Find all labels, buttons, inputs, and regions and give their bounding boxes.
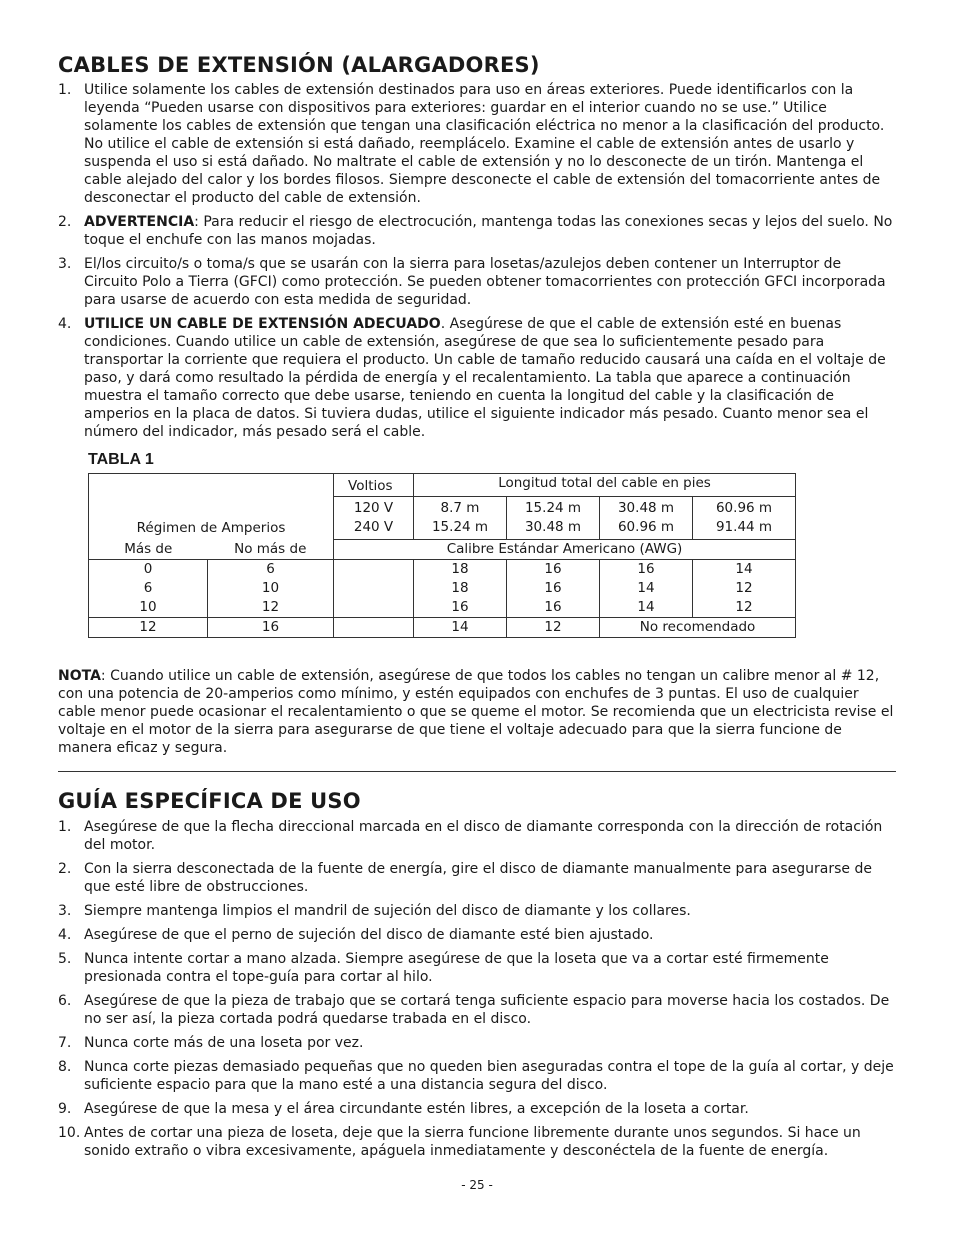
section-title-extension-cords: CABLES DE EXTENSIÓN (ALARGADORES) [58,53,540,77]
section-divider [58,771,896,772]
amperage-header: Régimen de Amperios [89,474,334,540]
list-item: 3. El/los circuito/s o toma/s que se usarán con la sierra para losetas/azulejos deben contener un Interruptor de Circuito Polo a Tierra (GFCI) como protección. Se pueden obtener tomacorrientes con protección GFCI incorporada para usarse de acuerdo con esta medida de seguridad. [58,256,886,308]
list-item: 1. Utilice solamente los cables de extensión destinados para uso en áreas exteriores. Puede identificarlos con la leyenda “Pueden usarse con dispositivos para exteriores: guardar en el interior cuando no se use.” Utilice solamente los cables de extensión que tengan una clasificación eléctrica no menor a la clasificación del producto. No utilice el cable de extensión si está dañado, reemplácelo. Examine el cable de extensión antes de usarlo y suspenda el uso si está dañado. No maltrate el cable de extensión y no lo desconecte de un tirón. Mantenga el cable alejado del calor y los bordes filosos. Siempre desconecte el cable de extensión del tomacorriente antes de desconectar el producto del cable de extensión. [58,82,885,206]
usage-guide-list [58,818,896,1160]
list-item: 2. ADVERTENCIA: Para reducir el riesgo de electrocución, mantenga todas las conexiones secas y lejos del suelo. No toque el enchufe con las manos mojadas. [58,214,893,248]
list-item: 1. Asegúrese de que la flecha direccional marcada en el disco de diamante corresponda con la dirección de rotación del motor. [58,819,883,853]
manual-page [58,52,896,1166]
list-item: 10. Antes de cortar una pieza de loseta, deje que la sierra funcione libremente durante unos segundos. Si hace un sonido extraño o vibra excesivamente, apáguela inmediatamente y desconéctela de la fuente de energía. [58,1125,861,1159]
note-paragraph: NOTA: Cuando utilice un cable de extensión, asegúrese de que todos los cables no tengan un calibre menor al # 12, con una potencia de 20-amperios como mínimo, y estén equipados con enchufes de 3 puntas. El uso de cualquier cable menor puede ocasionar el recalentamiento o que se queme el motor. Se recomienda que un electricista revise el voltaje en el motor de la sierra para asegurarse de que tiene el voltaje adecuado para que la sierra funcione de manera eficaz y segura. [58,668,894,756]
list-item: 7. Nunca corte más de una loseta por vez. [58,1035,364,1051]
awg-table: Régimen de Amperios Voltios Longitud total del cable en pies 120 V 240 V 8.7 m 15.24 m 15.24 m 30.48 m 30.48 m 60.96 m 60.96 m 91.44 m Más de No más de Calibre Estándar Americano (AWG) 0 6 10 6 10 12 18 18 16 16 16 16 16 14 14 14 12 12 12 16 14 12 No recomendado [88,473,796,638]
length-col-4: 60.96 m 91.44 m [693,497,796,540]
length-header: Longitud total del cable en pies [414,474,796,497]
table-row: 0 6 10 [89,560,208,618]
list-item: 6. Asegúrese de que la pieza de trabajo que se cortará tenga suficiente espacio para moverse hacia los costados. De no ser así, la pieza cortada podrá quedarse trabada en el disco. [58,993,890,1027]
voltage-values: 120 V 240 V [334,497,414,540]
not-more-than-header: No más de [234,540,307,557]
page-number: - 25 - [461,1178,493,1192]
volts-header: Voltios [334,474,414,497]
list-item: 5. Nunca intente cortar a mano alzada. Siempre asegúrese de que la loseta que va a cortar esté firmemente presionada contra el tope-guía para cortar al hilo. [58,951,829,985]
more-than-header: Más de [89,540,208,560]
table-row: 12 [89,618,208,638]
list-item: 4. Asegúrese de que el perno de sujeción del disco de diamante esté bien ajustado. [58,927,654,943]
list-item: 3. Siempre mantenga limpios el mandril de sujeción del disco de diamante y los collares. [58,903,691,919]
length-col-1: 8.7 m 15.24 m [414,497,507,540]
list-item: 8. Nunca corte piezas demasiado pequeñas que no queden bien aseguradas contra el tope de la guía al cortar, y deje suficiente espacio para que la mano esté a una distancia segura del disco. [58,1059,894,1093]
length-col-2: 15.24 m 30.48 m [507,497,600,540]
list-item: 4. UTILICE UN CABLE DE EXTENSIÓN ADECUADO. Asegúrese de que el cable de extensión esté en buenas condiciones. Cuando utilice un cable de extensión, asegúrese de que sea lo suficientemente pesado para transportar la corriente que requiera el producto. Un cable de tamaño reducido causará una caída en el voltaje de paso, y dará como resultado la pérdida de energía y el recalentamiento. La tabla que aparece a continuación muestra el tamaño correcto que debe usarse, teniendo en cuenta la longitud del cable y la clasificación de amperios en la placa de datos. Si tuviera dudas, utilice el siguiente indicador más pesado. Cuanto menor sea el número del indicador, más pesado será el cable. [58,316,886,440]
table-label: TABLA 1 [88,451,154,468]
extension-cord-list [58,81,896,441]
length-col-3: 30.48 m 60.96 m [600,497,693,540]
section-title-usage-guide: GUÍA ESPECÍFICA DE USO [58,789,361,813]
list-item: 2. Con la sierra desconectada de la fuente de energía, gire el disco de diamante manualmente para asegurarse de que esté libre de obstrucciones. [58,861,872,895]
list-item: 9. Asegúrese de que la mesa y el área circundante estén libres, a excepción de la loseta a cortar. [58,1101,749,1117]
awg-header: Calibre Estándar Americano (AWG) [334,540,796,560]
not-recommended-cell: No recomendado [600,618,796,638]
